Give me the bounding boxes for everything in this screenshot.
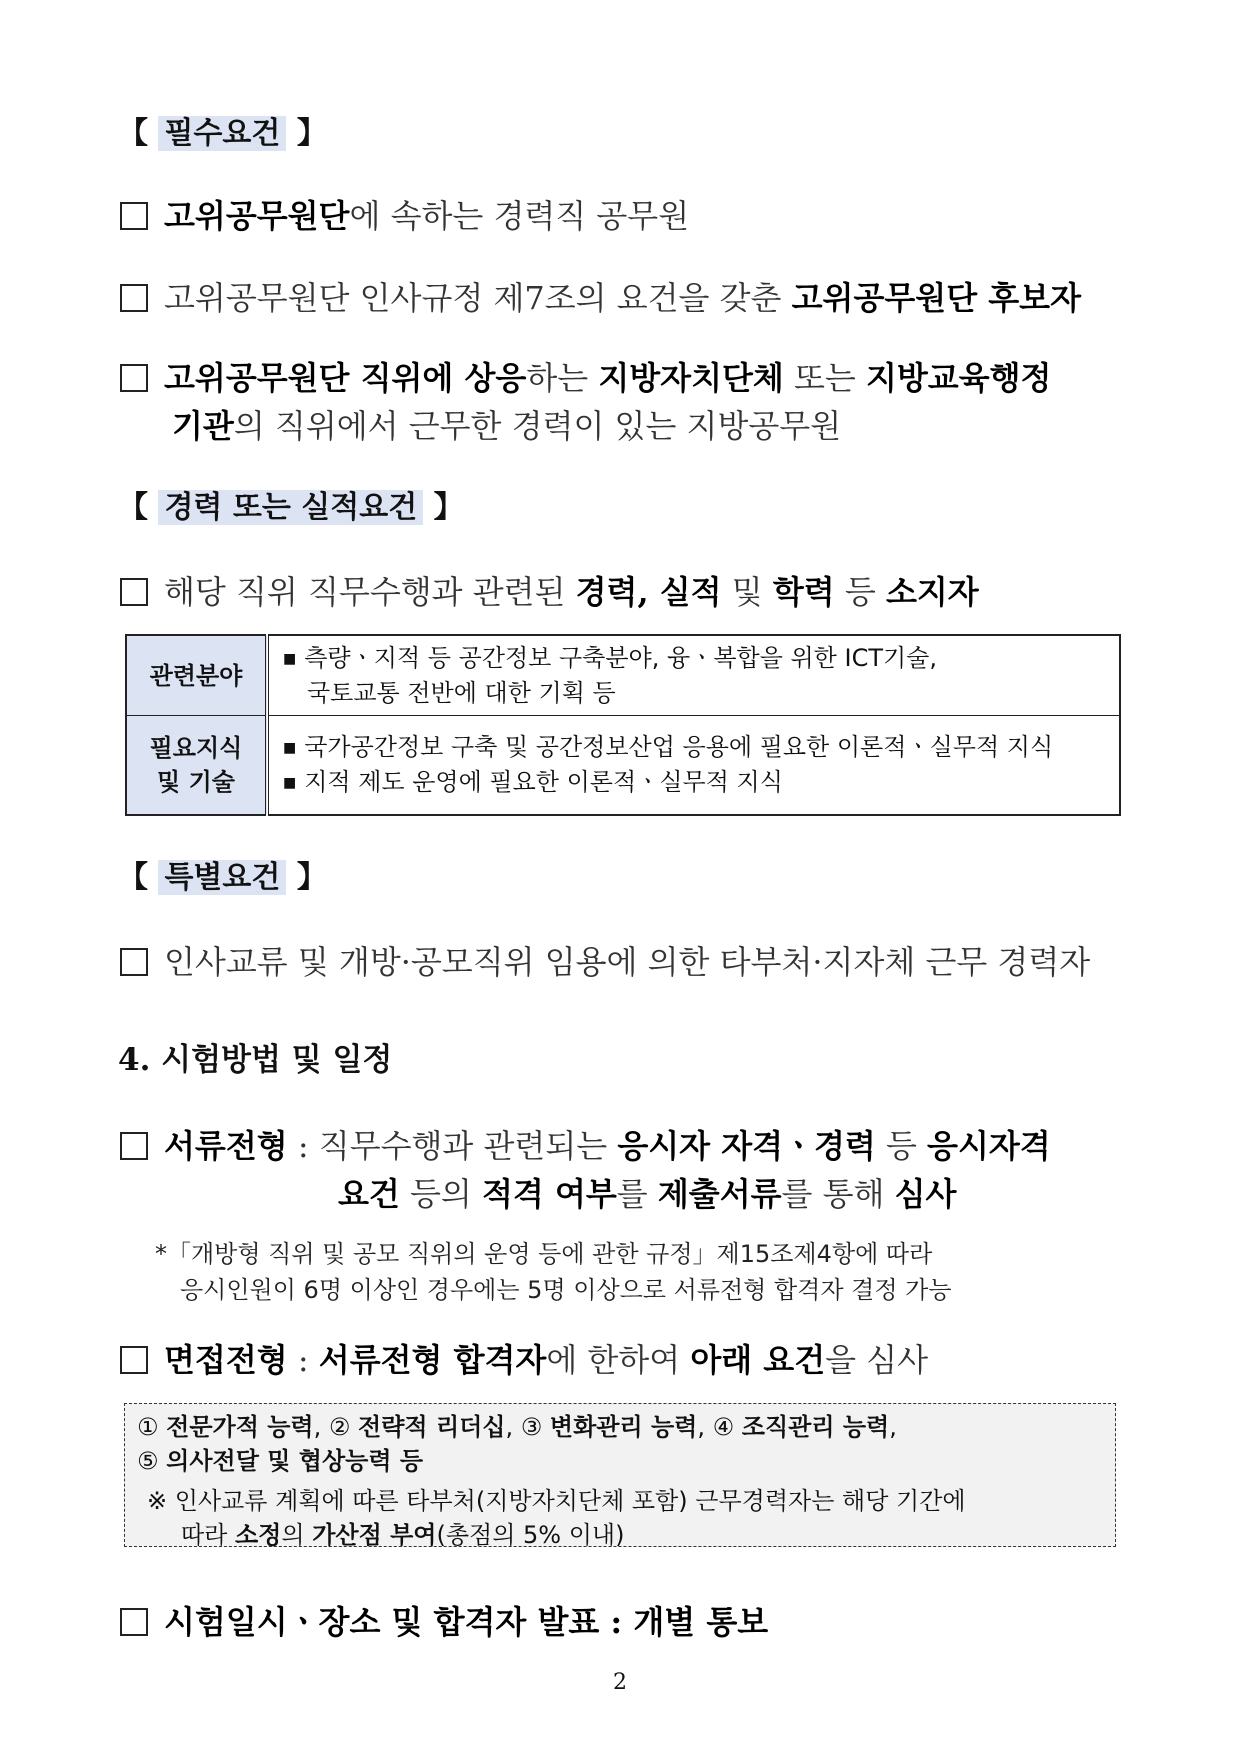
- bonus-note-line-2: 따라 소정의 가산점 부여(총점의 5% 이내): [181, 1521, 625, 1549]
- bullet-icon: ■: [283, 740, 297, 756]
- bullet-icon: ■: [283, 775, 297, 791]
- table-row-knowledge: [126, 716, 1120, 816]
- page-number: 2: [613, 1670, 627, 1695]
- screening-note-line-2: 응시인원이 6명 이상인 경우에는 5명 이상으로 서류전형 합격자 결정 가능: [180, 1276, 952, 1304]
- bonus-note-line-1: ※ 인사교류 계획에 따른 타부처(지방자치단체 포함) 근무경력자는 해당 기간에: [147, 1487, 966, 1515]
- screening-note-line-1: *「개방형 직위 및 공모 직위의 운영 등에 관한 규정」제15조제4항에 따라: [155, 1240, 933, 1268]
- section-heading-career: 【 경력 또는 실적요건 】: [118, 490, 464, 525]
- checkbox-icon: [120, 948, 148, 976]
- document-screening: 서류전형 : 직무수행과 관련되는 응시자 자격ㆍ경력 등 응시자격: [120, 1124, 1120, 1168]
- checkbox-icon: [120, 1346, 148, 1374]
- required-item-3: 고위공무원단 직위에 상응하는 지방자치단체 또는 지방교육행정: [120, 356, 1120, 400]
- required-item-2: 고위공무원단 인사규정 제7조의 요건을 갖춘 고위공무원단 후보자: [120, 276, 1120, 320]
- career-item: 해당 직위 직무수행과 관련된 경력, 실적 및 학력 등 소지자: [120, 570, 1120, 614]
- exam-notice: 시험일시ㆍ장소 및 합격자 발표 : 개별 통보: [120, 1600, 1120, 1644]
- checkbox-icon: [120, 284, 148, 312]
- checkbox-icon: [120, 364, 148, 392]
- criteria-line-1: ① 전문가적 능력, ② 전략적 리더십, ③ 변화관리 능력, ④ 조직관리 능력,: [137, 1413, 897, 1441]
- interview-screening: 면접전형 : 서류전형 합격자에 한하여 아래 요건을 심사: [120, 1338, 1120, 1382]
- row-content-knowledge: ■ 국가공간정보 구축 및 공간정보산업 응용에 필요한 이론적ㆍ실무적 지식 ■ 지적 제도 운영에 필요한 이론적ㆍ실무적 지식: [267, 716, 1120, 816]
- row-content-field: ■ 측량ㆍ지적 등 공간정보 구축분야, 융ㆍ복합을 위한 ICT기술, 국토교통 전반에 대한 기획 등: [267, 635, 1120, 716]
- section-heading-required: 【 필수요건 】: [118, 116, 327, 151]
- checkbox-icon: [120, 202, 148, 230]
- bullet-icon: ■: [283, 651, 297, 667]
- row-header-field: 관련분야: [126, 635, 267, 716]
- criteria-line-2: ⑤ 의사전달 및 협상능력 등: [137, 1447, 424, 1475]
- interview-criteria-box: [124, 1403, 1116, 1547]
- required-item-3-cont: 기관의 직위에서 근무한 경력이 있는 지방공무원: [172, 407, 842, 445]
- checkbox-icon: [120, 1132, 148, 1160]
- row-header-knowledge: 필요지식 및 기술: [126, 716, 267, 816]
- checkbox-icon: [120, 1608, 148, 1636]
- special-item: 인사교류 및 개방·공모직위 임용에 의한 타부처·지자체 근무 경력자: [120, 940, 1120, 984]
- checkbox-icon: [120, 578, 148, 606]
- requirements-table: [125, 634, 1121, 816]
- table-row-field: [126, 635, 1120, 716]
- section-heading-special: 【 특별요건 】: [118, 860, 327, 895]
- section-heading-exam: 4. 시험방법 및 일정: [118, 1042, 393, 1078]
- document-screening-cont: 요건 등의 적격 여부를 제출서류를 통해 심사: [338, 1175, 957, 1213]
- required-item-1: 고위공무원단에 속하는 경력직 공무원: [120, 194, 1120, 238]
